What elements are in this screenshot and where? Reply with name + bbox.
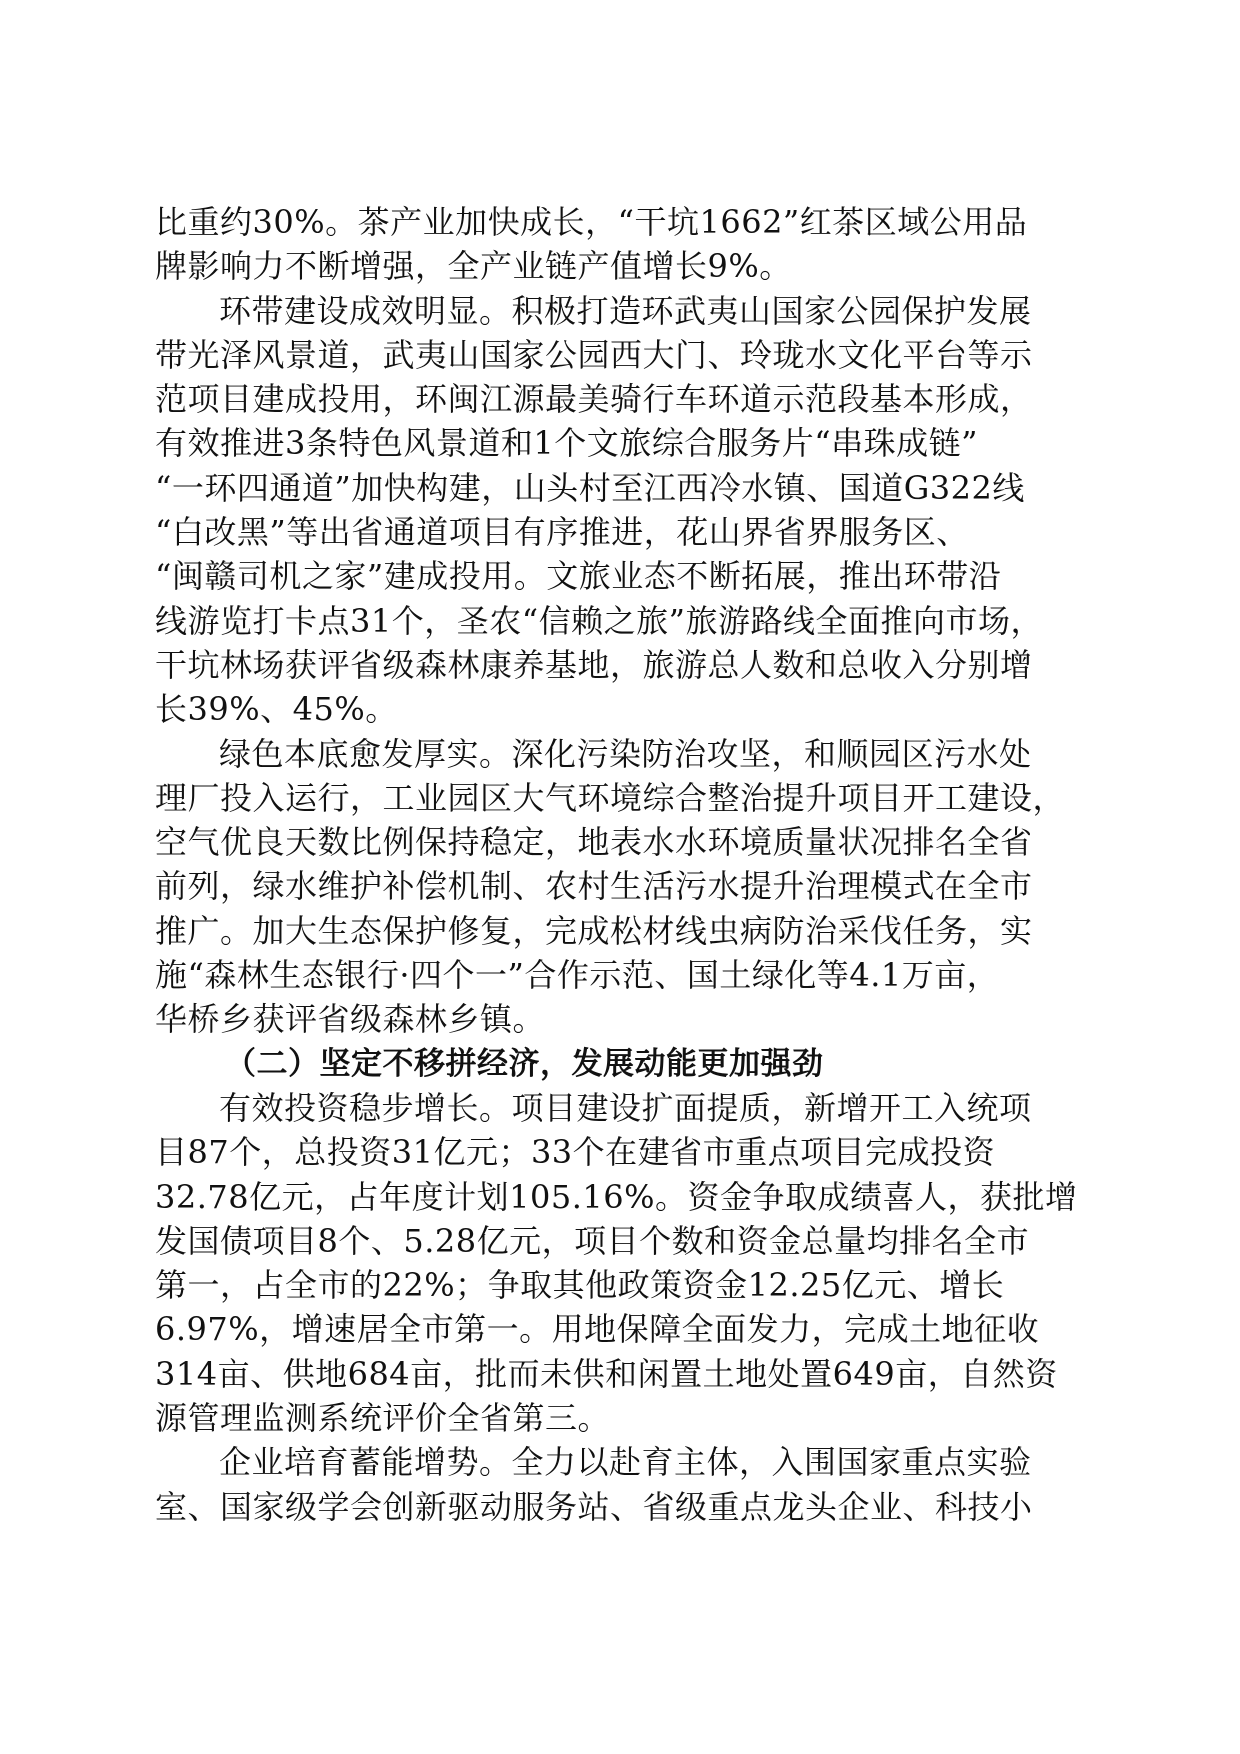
text-line: 前列，绿水维护补偿机制、农村生活污水提升治理模式在全市 bbox=[155, 867, 1033, 906]
text-line: 室、国家级学会创新驱动服务站、省级重点龙头企业、科技小 bbox=[155, 1487, 1033, 1526]
text-line: 32.78亿元，占年度计划105.16%。资金争取成绩喜人，获批增 bbox=[155, 1177, 1078, 1216]
text-line: 源管理监测系统评价全省第三。 bbox=[155, 1399, 611, 1438]
text-line: 发国债项目8个、5.28亿元，项目个数和资金总量均排名全市 bbox=[155, 1221, 1030, 1260]
text-line: 范项目建成投用，环闽江源最美骑行车环道示范段基本形成， bbox=[155, 380, 1033, 419]
section-heading: （二）坚定不移拼经济，发展动能更加强劲 bbox=[225, 1045, 824, 1082]
text-line: 6.97%，增速居全市第一。用地保障全面发力，完成土地征收 bbox=[155, 1310, 1040, 1349]
text-line: 314亩、供地684亩，批而未供和闲置土地处置649亩，自然资 bbox=[155, 1354, 1058, 1393]
text-line: 华桥乡获评省级森林乡镇。 bbox=[155, 1000, 546, 1039]
text-line: 目87个，总投资31亿元；33个在建省市重点项目完成投资 bbox=[155, 1133, 996, 1172]
text-line: 带光泽风景道，武夷山国家公园西大门、玲珑水文化平台等示 bbox=[155, 335, 1033, 374]
text-line: 施“森林生态银行·四个一”合作示范、国土绿化等4.1万亩， bbox=[155, 956, 1000, 995]
text-line: 牌影响力不断增强，全产业链产值增长9%。 bbox=[155, 247, 792, 286]
text-line: 第一，占全市的22%；争取其他政策资金12.25亿元、增长 bbox=[155, 1266, 1005, 1305]
paragraph-start-line: 绿色本底愈发厚实。深化污染防治攻坚，和顺园区污水处 bbox=[219, 734, 1032, 773]
text-line: 空气优良天数比例保持稳定，地表水水环境质量状况排名全省 bbox=[155, 823, 1033, 862]
text-line: “白改黑”等出省通道项目有序推进，花山界省界服务区、 bbox=[155, 513, 969, 552]
text-line: 推广。加大生态保护修复，完成松材线虫病防治采伐任务，实 bbox=[155, 911, 1033, 950]
paragraph-start-line: 有效投资稳步增长。项目建设扩面提质，新增开工入统项 bbox=[219, 1088, 1032, 1127]
body-text bbox=[155, 200, 1090, 1529]
text-line: 干坑林场获评省级森林康养基地，旅游总人数和总收入分别增 bbox=[155, 645, 1033, 684]
text-line: 理厂投入运行，工业园区大气环境综合整治提升项目开工建设， bbox=[155, 778, 1066, 817]
text-line: 有效推进3条特色风景道和1个文旅综合服务片“串珠成链” bbox=[155, 424, 978, 463]
text-line: 长39%、45%。 bbox=[155, 690, 398, 729]
paragraph-start-line: 环带建设成效明显。积极打造环武夷山国家公园保护发展 bbox=[219, 291, 1032, 330]
text-line: 线游览打卡点31个，圣农“信赖之旅”旅游路线全面推向市场， bbox=[155, 601, 1043, 640]
paragraph-start-line: 企业培育蓄能增势。全力以赴育主体，入围国家重点实验 bbox=[219, 1443, 1032, 1482]
text-line: 比重约30%。茶产业加快成长，“干坑1662”红茶区域公用品 bbox=[155, 203, 1028, 241]
text-line: “闽赣司机之家”建成投用。文旅业态不断拓展，推出环带沿 bbox=[155, 557, 1002, 596]
text-line: “一环四通道”加快构建，山头村至江西冷水镇、国道G322线 bbox=[155, 468, 1025, 507]
